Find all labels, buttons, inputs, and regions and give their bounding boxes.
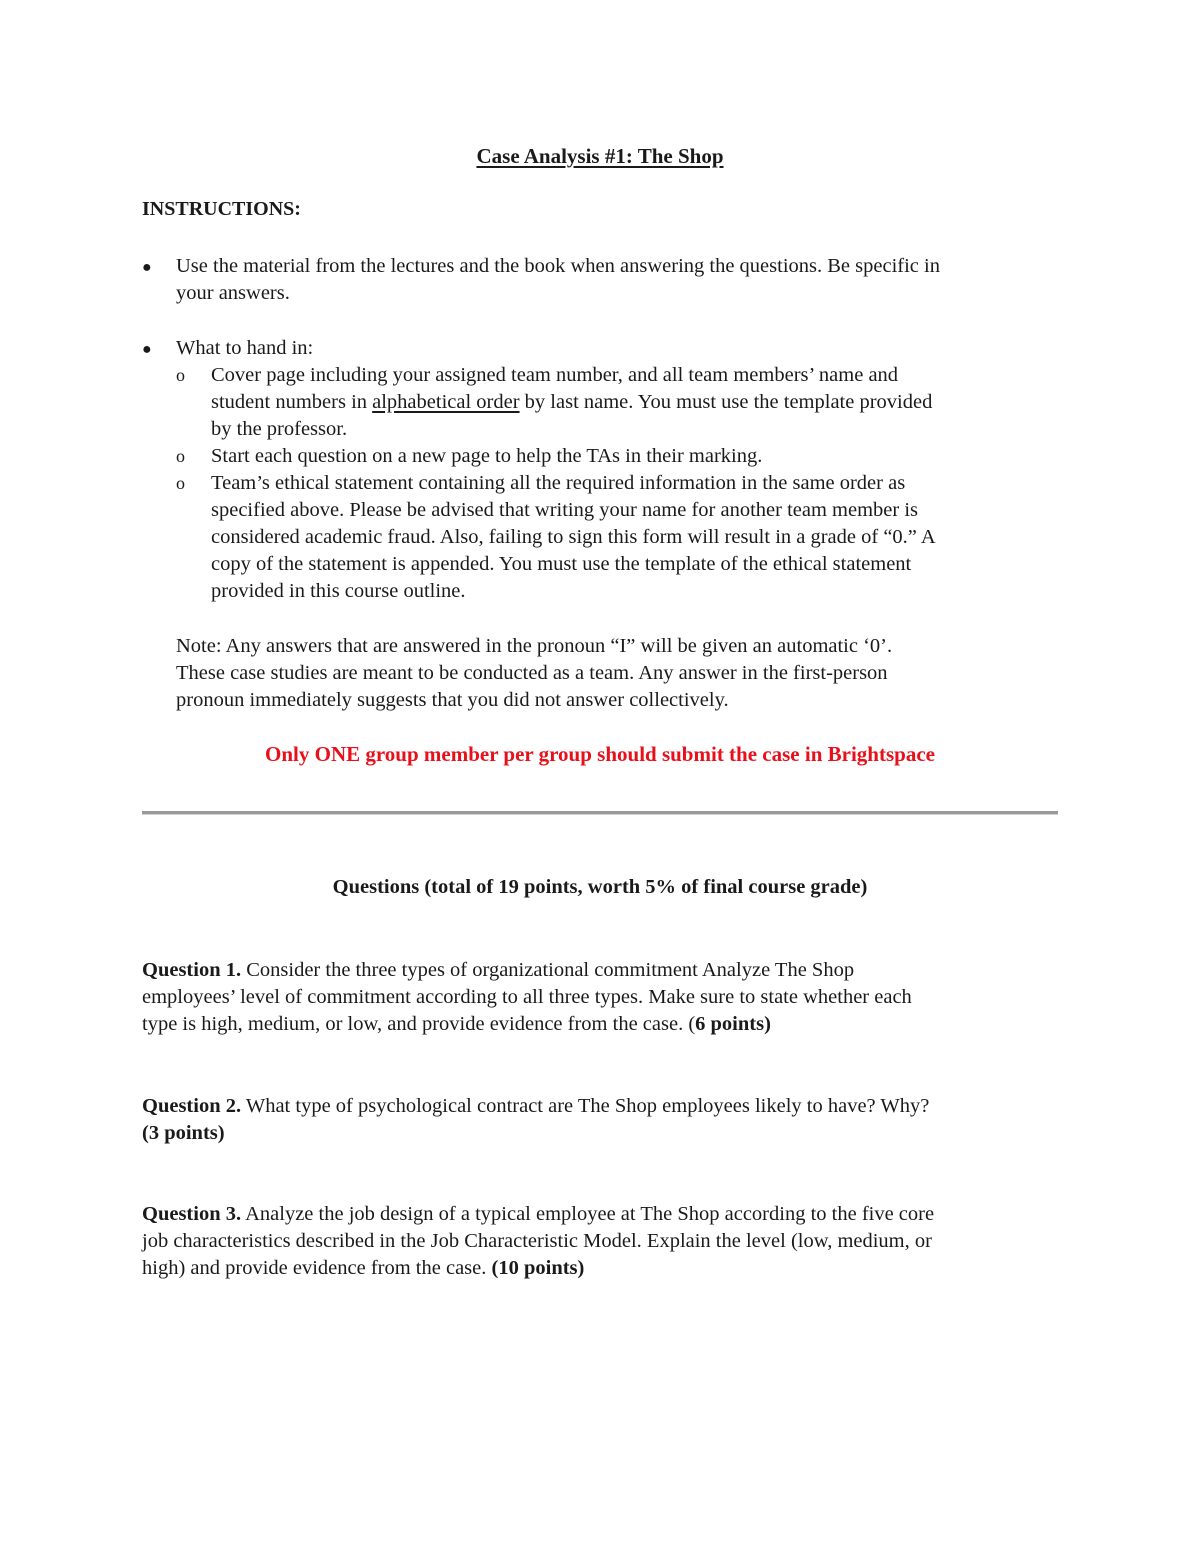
question3-line3-text: high) and provide evidence from the case. [142,1257,492,1279]
instructions-heading: INSTRUCTIONS: [142,198,301,220]
question3-text: Analyze the job design of a typical employee at The Shop according to the five core [241,1203,935,1225]
sub-bullet-icon: o [176,473,185,493]
question1-label: Question 1. [142,959,242,981]
submit-notice: Only ONE group member per group should submit the case in Brightspace [265,742,935,766]
question2-label: Question 2. [142,1095,242,1117]
note-line1: Note: Any answers that are answered in the pronoun “I” will be given an automatic ‘0’. [176,635,893,657]
sub3-line3: considered academic fraud. Also, failing to sign this form will result in a grade of “0.” A [211,526,936,548]
question3-line2: job characteristics described in the Job Characteristic Model. Explain the level (low, medium, or [142,1230,932,1252]
question3-points: (10 points) [491,1257,585,1279]
question1-text: Consider the three types of organizational commitment Analyze The Shop [241,959,855,981]
sub1-line3: by the professor. [211,418,348,440]
sub1-line2-pre: student numbers in [211,391,373,413]
question3-label: Question 3. [142,1203,242,1225]
horizontal-divider [142,811,1058,815]
sub1-line2-underlined: alphabetical order [372,391,520,413]
bullet1-line1: Use the material from the lectures and the book when answering the questions. Be specific in [176,255,940,277]
sub1-line2 [211,389,932,416]
question2-line1 [142,1093,929,1120]
bullet1-line2: your answers. [176,282,290,304]
note-line2: These case studies are meant to be conducted as a team. Any answer in the first-person [176,662,888,684]
sub-bullet-icon: o [176,446,185,466]
question2-points: (3 points) [142,1122,225,1144]
sub3-line5: provided in this course outline. [211,580,466,602]
sub-bullet-icon: o [176,365,185,385]
sub1-line1: Cover page including your assigned team number, and all team members’ name and [211,364,899,386]
question2-text: What type of psychological contract are The Shop employees likely to have? Why? [241,1095,930,1117]
question1-line2: employees’ level of commitment according to all three types. Make sure to state whether each [142,986,912,1008]
question1-line3 [142,1011,771,1038]
questions-heading: Questions (total of 19 points, worth 5% of final course grade) [332,876,868,898]
sub1-line2-post: by last name. You must use the template provided [519,391,933,413]
sub3-line4: copy of the statement is appended. You must use the template of the ethical statement [211,553,912,575]
question3-line3 [142,1255,584,1282]
question1-points: 6 points) [695,1013,771,1035]
question1-line3-text: type is high, medium, or low, and provide evidence from the case. ( [142,1013,696,1035]
sub3-line1: Team’s ethical statement containing all the required information in the same order as [211,472,906,494]
bullet-icon: ● [142,341,152,358]
sub3-line2: specified above. Please be advised that writing your name for another team member is [211,499,919,521]
sub2-line1: Start each question on a new page to help the TAs in their marking. [211,445,763,467]
bullet-icon: ● [142,259,152,276]
note-line3: pronoun immediately suggests that you did not answer collectively. [176,689,729,711]
question1-line1 [142,957,854,984]
bullet2-label: What to hand in: [176,337,314,359]
question3-line1 [142,1201,934,1228]
document-title: Case Analysis #1: The Shop [476,144,724,168]
